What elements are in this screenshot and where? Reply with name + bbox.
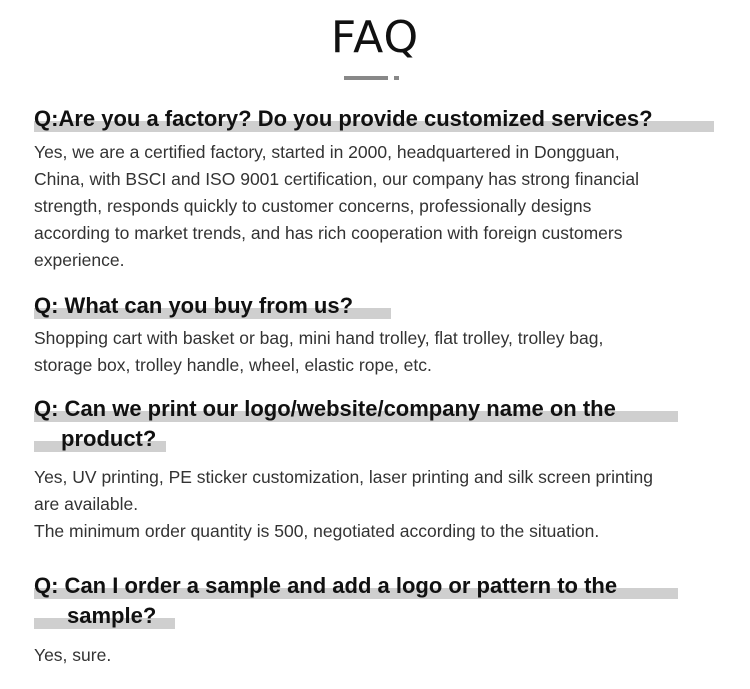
answer-1-line-4: according to market trends, and has rich cooperation with foreign customers — [34, 223, 623, 243]
page-title: FAQ — [330, 12, 420, 63]
answer-3-line-3: The minimum order quantity is 500, negotiated according to the situation. — [34, 521, 600, 541]
answer-1-line-5: experience. — [34, 250, 125, 270]
answer-3-line-2: are available. — [34, 494, 139, 514]
answer-2-line-2: storage box, trolley handle, wheel, elastic rope, etc. — [34, 355, 432, 375]
question-4-line-1: Q: Can I order a sample and add a logo or pattern to the — [34, 573, 618, 598]
answer-1-line-1: Yes, we are a certified factory, started in 2000, headquartered in Dongguan, — [34, 142, 620, 162]
title-underline — [344, 76, 388, 80]
answer-3-line-1: Yes, UV printing, PE sticker customization, laser printing and silk screen printing — [34, 467, 653, 487]
question-1: Q:Are you a factory? Do you provide customized services? — [34, 106, 653, 131]
question-3-line-1: Q: Can we print our logo/website/company name on the — [34, 396, 616, 421]
title-underline-dot — [394, 76, 399, 80]
answer-2-line-1: Shopping cart with basket or bag, mini hand trolley, flat trolley, trolley bag, — [34, 328, 604, 348]
question-3-line-2: product? — [61, 426, 157, 451]
answer-1-line-2: China, with BSCI and ISO 9001 certification, our company has strong financial — [34, 169, 640, 189]
question-2: Q: What can you buy from us? — [34, 293, 354, 318]
answer-1-line-3: strength, responds quickly to customer concerns, professionally designs — [34, 196, 592, 216]
answer-4-line-1: Yes, sure. — [34, 645, 112, 665]
question-4-line-2: sample? — [67, 603, 157, 628]
